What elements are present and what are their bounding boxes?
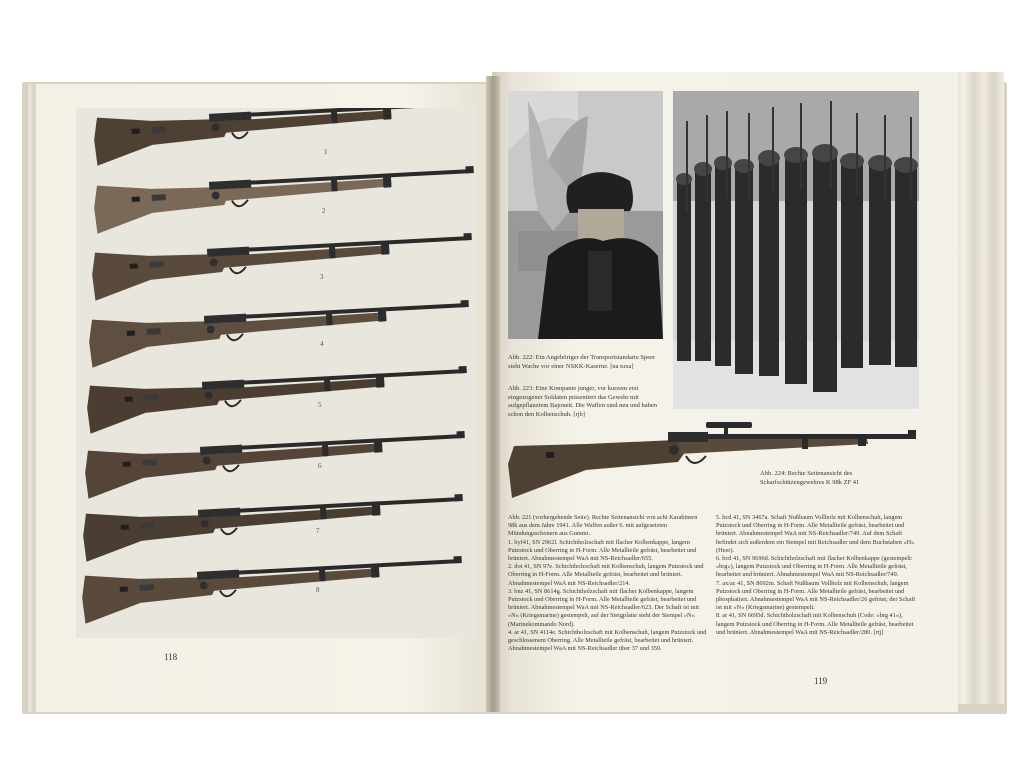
rifles-illustration [76, 108, 476, 638]
photo-guard [508, 91, 663, 339]
col-right-paragraph: 8. ar 41, SN 6695d. Schichtholzschaft mit Kolbenschuh (Code: »brg 41«), langem Putzstock und Oberring in H-Form. Alle Metallteile gefräst, bearbeitet und brüniert. Abnahmestempel WaA mit NS-Reichsadler/280. [rtj] [716, 612, 914, 636]
rifle-2 [93, 166, 476, 234]
col-left-paragraph: 2. dot 41, SN 97e. Schichtholzschaft mit Kolbenschuh, langem Putzstock und Oberring in H-Form. Alle Metallteile gefräst, bearbeitet und brüniert. Abnahmestempel WaA mit NS-Reichsadler/214. [508, 563, 704, 587]
rifle-label-4: 4 [320, 340, 324, 348]
rifle-5 [86, 366, 469, 434]
rifles-plate [76, 108, 476, 638]
col-left-paragraph: 3. bnz 41, SN 8614g. Schichtholzschaft mit flacher Kolbenkappe, langem Putzstock und Oberring in H-Form. Alle Metallteile gefräst, bearbeitet und brüniert. Abnahmestempel WaA mit NS-Reichsadler/623. Der Schaft ist mit »N« (Kriegsmarine) gestempelt, auf der Steigplatte steht der Stempel »N« (Marinekommando Nord). [508, 587, 700, 628]
sniper-rifle-image [506, 418, 918, 502]
photo-sniper-rifle [506, 418, 918, 502]
text-column-left [508, 514, 708, 684]
page-number-left: 118 [164, 652, 178, 662]
soldiers-image [673, 91, 919, 409]
col-right-paragraph: 7. ax/ac 41, SN 8692m. Schaft Nußbaum Vollholz mit Kolbenschuh, langem Putzstock und Oberring in H-Form. Alle Metallteile gefräst, bearbeitet und phosphatiert. Abnahmestempel WaA mit NS-Reichsadler/26 gefräst; der Schaft ist mit »N« (Kriegsmarine) gestempelt. [716, 579, 916, 612]
rifle-label-5: 5 [318, 401, 322, 409]
rifle-7 [82, 494, 465, 562]
rifle-8 [81, 556, 464, 624]
rifle-label-1: 1 [324, 148, 328, 156]
spine [486, 76, 500, 712]
guard-image [508, 91, 663, 339]
caption-224: Abb. 224: Rechte Seitenansicht des Scharfschützengewehres K 98k ZF 41 [760, 470, 860, 486]
caption-222: Abb. 222: Ein Angehöriger der Transportstandarte Speer steht Wache vor einer NSKK-Kaserne. [na tuxa] [508, 354, 656, 370]
col-left-paragraph: Abb. 221 (vorhergehende Seite). Rechte Seitenansicht von acht Karabinern 98k aus dem Jahre 1941. Alle Waffen außer 6. mit aufgesetzten Mündungsschonern aus Gummi. [508, 514, 698, 538]
col-left-paragraph: 4. ar 41, SN 4114e. Schichtholzschaft mit Kolbenschuh, langem Putzstock und geschlossenem Oberring. Alle Metallteile gefräst, bearbeitet und brüniert. Abnahmestempel WaA mit NS-Reichsadler über 37 und 359. [508, 628, 707, 653]
rifle-label-3: 3 [320, 273, 324, 281]
col-left-paragraph: 1. byf41, SN 2962l. Schichtholzschaft mit flacher Kolbenkappe, langem Putzstock und Oberring in H-Form. Alle Metallteile gefräst, bearbeitet und brüniert. Abnahmestempel WaA mit NS-Reichsadler/655. [508, 538, 697, 563]
rifle-label-6: 6 [318, 462, 322, 470]
caption-223: Abb. 223: Eine Kompanie junger, vor kurzem erst eingezogener Soldaten präsentiert das Gewehr mit aufgepflanztem Bajonett. Die Waffen sind neu und haben schon den Kolbenschuh. [rjb] [508, 385, 658, 418]
rifle-6 [84, 431, 467, 499]
rifle-3 [91, 233, 474, 301]
col-right-paragraph: 6. bcd 41, SN 9696d. Schichtholzschaft mit flacher Kolbenkappe (gestempelt: »brg«), langem Putzstock und Oberring in H-Form. Alle Metallteile gefräst, bearbeitet und brüniert. Abnahmestempel WaA mit NS-Reichsadler/749. [716, 555, 913, 579]
right-page-stack [954, 72, 1004, 704]
page-number-right: 119 [814, 676, 828, 686]
text-column-right [716, 514, 918, 674]
rifle-label-2: 2 [322, 207, 326, 215]
rifle-1 [93, 108, 476, 166]
photo-company [673, 91, 919, 409]
rifle-label-8: 8 [316, 586, 320, 594]
rifle-4 [88, 300, 471, 368]
col-right-paragraph: 5. bcd 41, SN 3467a. Schaft Nußbaum Vollholz mit Kolbenschuh, langem Putzstock und Oberring in H-Form. Alle Metallteile gefräst, bearbeitet und brüniert. Abnahmestempel WaA mit NS-Reichsadler/749. Auf dem Schaft befindet sich außerdem ein Stempel mit Reichsadler und dem Buchstaben »H« (Heer). [716, 514, 915, 554]
rifle-label-7: 7 [316, 527, 320, 535]
